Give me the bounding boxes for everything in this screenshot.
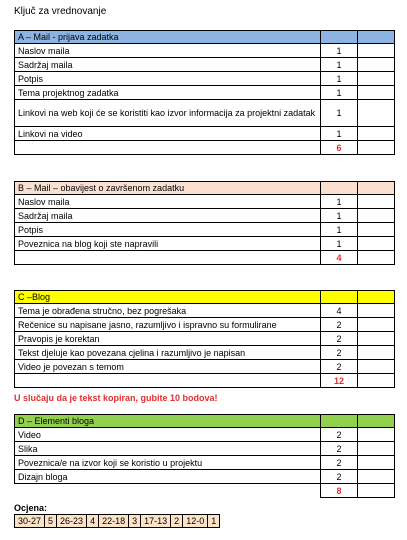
total-row	[15, 374, 395, 388]
table-row: Potpis 1	[15, 223, 395, 237]
section-a-table	[14, 30, 395, 155]
score-cell[interactable]	[358, 456, 395, 470]
grade-value: 1	[208, 515, 220, 528]
table-row: Tema projektnog zadatka 1	[15, 86, 395, 100]
table-row: Naslov maila 1	[15, 44, 395, 58]
score-cell[interactable]	[358, 442, 395, 456]
score-cell[interactable]	[358, 360, 395, 374]
grade-range: 26-23	[57, 515, 87, 528]
table-row: Video je povezan s temom 2	[15, 360, 395, 374]
table-row: Pravopis je korektan 2	[15, 332, 395, 346]
score-total-cell[interactable]	[358, 484, 395, 498]
grade-range: 22-18	[99, 515, 129, 528]
section-b-total: 4	[321, 251, 358, 265]
section-a-header: A – Mail - prijava zadatka	[15, 31, 321, 44]
section-c-total: 12	[321, 374, 358, 388]
copy-warning: U slučaju da je tekst kopiran, gubite 10 bodova!	[14, 393, 218, 403]
score-cell[interactable]	[358, 223, 395, 237]
score-total-cell[interactable]	[358, 374, 395, 388]
section-a-total: 6	[321, 141, 358, 155]
score-cell[interactable]	[358, 332, 395, 346]
table-row: Poveznica na blog koji ste napravili 1	[15, 237, 395, 251]
table-row: Slika 2	[15, 442, 395, 456]
grade-value: 4	[87, 515, 99, 528]
section-b-table	[14, 181, 395, 265]
score-cell[interactable]	[358, 346, 395, 360]
page-title: Ključ za vrednovanje	[14, 6, 107, 17]
total-row	[15, 251, 395, 265]
section-c-header: C –Blog	[15, 291, 321, 304]
grade-range: 17-13	[141, 515, 171, 528]
score-cell[interactable]	[358, 304, 395, 318]
grade-range: 30-27	[15, 515, 45, 528]
section-d-total: 8	[321, 484, 358, 498]
score-cell[interactable]	[358, 72, 395, 86]
table-row: Sadržaj maila 1	[15, 209, 395, 223]
score-cell[interactable]	[358, 100, 395, 127]
score-cell[interactable]	[358, 209, 395, 223]
score-cell[interactable]	[358, 44, 395, 58]
table-row: Potpis 1	[15, 72, 395, 86]
section-d-header: D – Elementi bloga	[15, 415, 321, 428]
table-row: Linkovi na video 1	[15, 127, 395, 141]
table-row: Naslov maila 1	[15, 195, 395, 209]
grade-scale-table	[14, 514, 220, 528]
table-row: Tema je obrađena stručno, bez pogrešaka 4	[15, 304, 395, 318]
grade-label: Ocjena:	[14, 503, 48, 513]
score-cell[interactable]	[358, 237, 395, 251]
table-row: Sadržaj maila 1	[15, 58, 395, 72]
grade-value: 5	[45, 515, 57, 528]
score-cell[interactable]	[358, 318, 395, 332]
total-row	[15, 484, 395, 498]
total-row	[15, 141, 395, 155]
grade-value: 2	[171, 515, 183, 528]
score-cell[interactable]	[358, 86, 395, 100]
table-row: Video 2	[15, 428, 395, 442]
section-c-table	[14, 290, 395, 388]
table-row: Rečenice su napisane jasno, razumljivo i ispravno su formulirane 2	[15, 318, 395, 332]
grade-range: 12-0	[183, 515, 208, 528]
score-total-cell[interactable]	[358, 141, 395, 155]
table-row: Tekst djeluje kao povezana cjelina i razumljivo je napisan 2	[15, 346, 395, 360]
table-row: Poveznica/e na izvor koji se koristio u projektu 2	[15, 456, 395, 470]
table-row: Dizajn bloga 2	[15, 470, 395, 484]
score-cell[interactable]	[358, 195, 395, 209]
score-cell[interactable]	[358, 127, 395, 141]
score-total-cell[interactable]	[358, 251, 395, 265]
score-cell[interactable]	[358, 428, 395, 442]
section-b-header: B – Mail – obavijest o završenom zadatku	[15, 182, 321, 195]
section-d-table	[14, 414, 395, 498]
table-row: Linkovi na web koji će se koristiti kao izvor informacija za projektni zadatak 1	[15, 100, 395, 127]
score-cell[interactable]	[358, 58, 395, 72]
score-cell[interactable]	[358, 470, 395, 484]
grade-value: 3	[129, 515, 141, 528]
